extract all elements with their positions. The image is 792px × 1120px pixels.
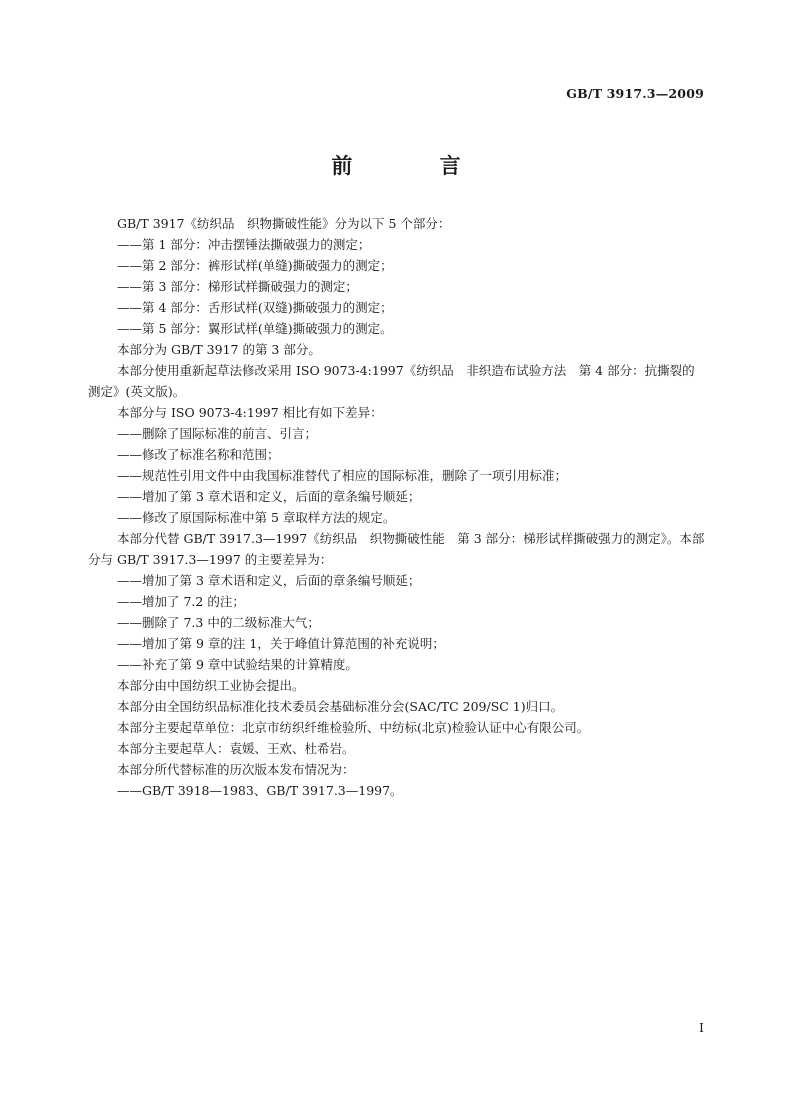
paragraph: 本部分为 GB/T 3917 的第 3 部分。 [117,342,321,357]
page-number: I [699,1020,704,1035]
list-item: ——增加了第 3 章术语和定义，后面的章条编号顺延； [117,489,421,504]
foreword-body [88,213,706,801]
list-item: ——GB/T 3918—1983、GB/T 3917.3—1997。 [117,783,403,798]
standard-code: GB/T 3917.3—2009 [566,86,704,101]
paragraph: 本部分主要起草单位：北京市纺织纤维检验所、中纺标(北京)检验认证中心有限公司。 [117,720,590,735]
paragraph: 本部分由全国纺织品标准化技术委员会基础标准分会(SAC/TC 209/SC 1)归口。 [117,699,564,714]
paragraph: 本部分与 ISO 9073-4:1997 相比有如下差异： [117,405,383,420]
list-item: ——增加了第 3 章术语和定义，后面的章条编号顺延； [117,573,421,588]
paragraph: 本部分代替 GB/T 3917.3—1997《纺织品 织物撕破性能 第 3 部分：梯形试样撕破强力的测定》。本部分与 GB/T 3917.3—1997 的主要差异为： [88,531,705,567]
list-item: ——第 1 部分：冲击摆锤法撕破强力的测定； [117,237,371,252]
page-title: 前 言 [331,154,501,178]
list-item: ——修改了标准名称和范围； [117,447,280,462]
list-item: ——规范性引用文件中由我国标准替代了相应的国际标准，删除了一项引用标准； [117,468,568,483]
paragraph: 本部分主要起草人：袁媛、王欢、杜希岩。 [117,741,355,756]
list-item: ——增加了第 9 章的注 1，关于峰值计算范围的补充说明； [117,636,445,651]
paragraph: 本部分使用重新起草法修改采用 ISO 9073-4:1997《纺织品 非织造布试验方法 第 4 部分：抗撕裂的测定》(英文版)。 [88,363,695,399]
list-item: ——第 4 部分：舌形试样(双缝)撕破强力的测定； [117,300,393,315]
list-item: ——第 3 部分：梯形试样撕破强力的测定； [117,279,358,294]
list-item: ——删除了国际标准的前言、引言； [117,426,318,441]
list-item: ——补充了第 9 章中试验结果的计算精度。 [117,657,358,672]
list-item: ——增加了 7.2 的注； [117,594,245,609]
list-item: ——删除了 7.3 中的二级标准大气； [117,615,320,630]
list-item: ——第 2 部分：裤形试样(单缝)撕破强力的测定； [117,258,393,273]
paragraph: 本部分由中国纺织工业协会提出。 [117,678,305,693]
list-item: ——第 5 部分：翼形试样(单缝)撕破强力的测定。 [117,321,393,336]
list-item: ——修改了原国际标准中第 5 章取样方法的规定。 [117,510,396,525]
paragraph: 本部分所代替标准的历次版本发布情况为： [117,762,355,777]
paragraph: GB/T 3917《纺织品 织物撕破性能》分为以下 5 个部分： [117,216,451,231]
